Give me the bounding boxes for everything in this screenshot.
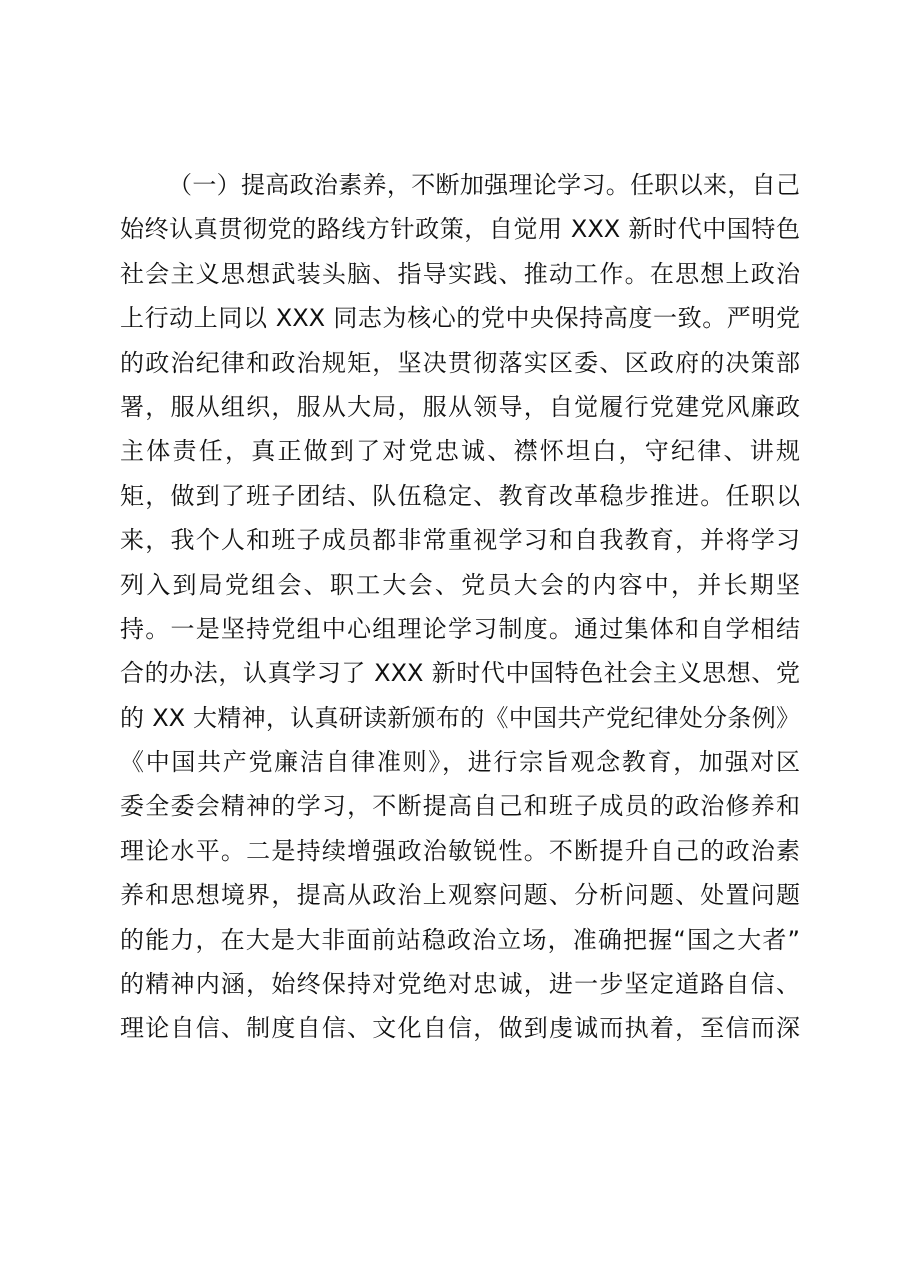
text-line: 矩，做到了班子团结、队伍稳定、教育改革稳步推进。任职以 [120,481,800,510]
body-paragraph [120,163,800,1051]
text-line: 的能力，在大是大非面前站稳政治立场，准确把握“国之大者” [120,925,800,954]
text-line: 委全委会精神的学习，不断提高自己和班子成员的政治修养和 [120,792,800,821]
text-line: 养和思想境界，提高从政治上观察问题、分析问题、处置问题 [120,881,800,910]
text-line: 列入到局党组会、职工大会、党员大会的内容中，并长期坚 [120,570,800,599]
text-line: 持。一是坚持党组中心组理论学习制度。通过集体和自学相结 [120,614,800,643]
text-line: 的精神内涵，始终保持对党绝对忠诚，进一步坚定道路自信、 [120,970,800,999]
text-line: 的 XX 大精神，认真研读新颁布的《中国共产党纪律处分条例》 [120,703,800,732]
text-line: 来，我个人和班子成员都非常重视学习和自我教育，并将学习 [120,526,800,555]
text-line: 的政治纪律和政治规矩，坚决贯彻落实区委、区政府的决策部 [120,348,800,377]
text-line: 社会主义思想武装头脑、指导实践、推动工作。在思想上政治 [120,259,800,288]
text-line: （一）提高政治素养，不断加强理论学习。任职以来，自己 [168,171,800,199]
text-line: 合的办法，认真学习了 XXX 新时代中国特色社会主义思想、党 [120,659,800,688]
text-line: 理论水平。二是持续增强政治敏锐性。不断提升自己的政治素 [120,836,800,865]
text-line: 署，服从组织，服从大局，服从领导，自觉履行党建党风廉政 [120,392,800,421]
text-line: 《中国共产党廉洁自律准则》，进行宗旨观念教育，加强对区 [120,748,800,777]
text-line: 始终认真贯彻党的路线方针政策，自觉用 XXX 新时代中国特色 [120,215,800,244]
text-line: 理论自信、制度自信、文化自信，做到虔诚而执着，至信而深 [120,1014,800,1043]
text-line: 上行动上同以 XXX 同志为核心的党中央保持高度一致。严明党 [120,304,800,333]
text-line: 主体责任，真正做到了对党忠诚、襟怀坦白，守纪律、讲规 [120,437,800,466]
